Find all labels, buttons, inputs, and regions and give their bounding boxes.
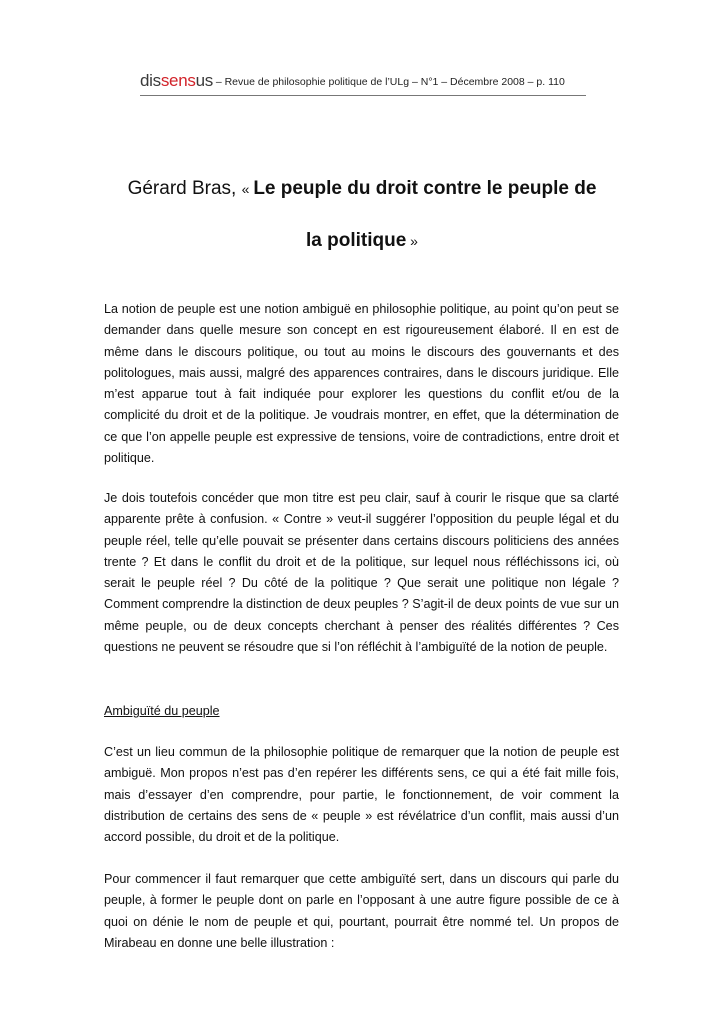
header-citation: – Revue de philosophie politique de l’ULg – N°1 – Décembre 2008 – p. 110 xyxy=(212,76,565,88)
journal-header xyxy=(140,71,565,91)
close-quote: » xyxy=(406,233,418,249)
paragraph-4: Pour commencer il faut remarquer que cette ambiguïté sert, dans un discours qui parle du peuple, à former le peuple dont on parle en l’opposant à une autre figure possible de ce à quoi on dénie le nom de peuple et qui, pourtant, pourrait être nommé tel. Un propos de Mirabeau en donne une belle illustration : xyxy=(104,872,619,950)
header-divider xyxy=(140,95,586,96)
author-name: Gérard Bras, xyxy=(127,178,242,199)
title-text-2: la politique xyxy=(306,230,407,251)
article-title-line-1 xyxy=(0,178,724,200)
article-title-line-2 xyxy=(0,230,724,252)
section-heading: Ambiguïté du peuple xyxy=(104,704,220,718)
paragraph-1: La notion de peuple est une notion ambiguë en philosophie politique, au point qu’on peut se demander dans quelle mesure son concept en est rigoureusement élaboré. Il en est de même dans le discours politique, ou tout au moins le discours des gouvernants et des politologues, mais aussi, malgré des apparences contraires, dans le discours juridique. Elle m’est apparue tout à fait indiquée pour explorer les questions du conflit et/ou de la complicité du droit et de la politique. Je voudrais montrer, en effet, que la détermination de ce que l’on appelle peuple est expressive de tensions, voire de contradictions, entre droit et politique. xyxy=(104,302,619,466)
dissensus-logo: dissensus xyxy=(140,71,213,90)
open-quote: « xyxy=(241,181,254,197)
paragraph-3: C’est un lieu commun de la philosophie politique de remarquer que la notion de peuple est ambiguë. Mon propos n’est pas d’en repérer les différents sens, ce qui a été fait mille fois, mais d’essayer d’en comprendre, pour partie, le fonctionnement, de voir comment la distribution de certains des sens de « peuple » est révélatrice d’un conflit, mais aussi d’un accord possible, du droit et de la politique. xyxy=(104,745,619,845)
paragraph-2: Je dois toutefois concéder que mon titre est peu clair, sauf à courir le risque que sa clarté apparente prête à confusion. « Contre » veut-il suggérer l’opposition du peuple légal et du peuple réel, telle qu’elle pouvait se présenter dans certains discours politiciens des années trente ? Et dans le conflit du droit et de la politique, sur lequel nous réfléchissons ici, où serait le peuple réel ? Du côté de la politique ? Que serait une politique non légale ? Comment comprendre la distinction de deux peuples ? S’agit-il de deux points de vue sur un même peuple, ou de deux concepts cherchant à penser des réalités différentes ? Ces questions ne peuvent se résoudre que si l’on réfléchit à l’ambiguïté de la notion de peuple. xyxy=(104,491,619,655)
title-text-1: Le peuple du droit contre le peuple de xyxy=(253,178,597,199)
